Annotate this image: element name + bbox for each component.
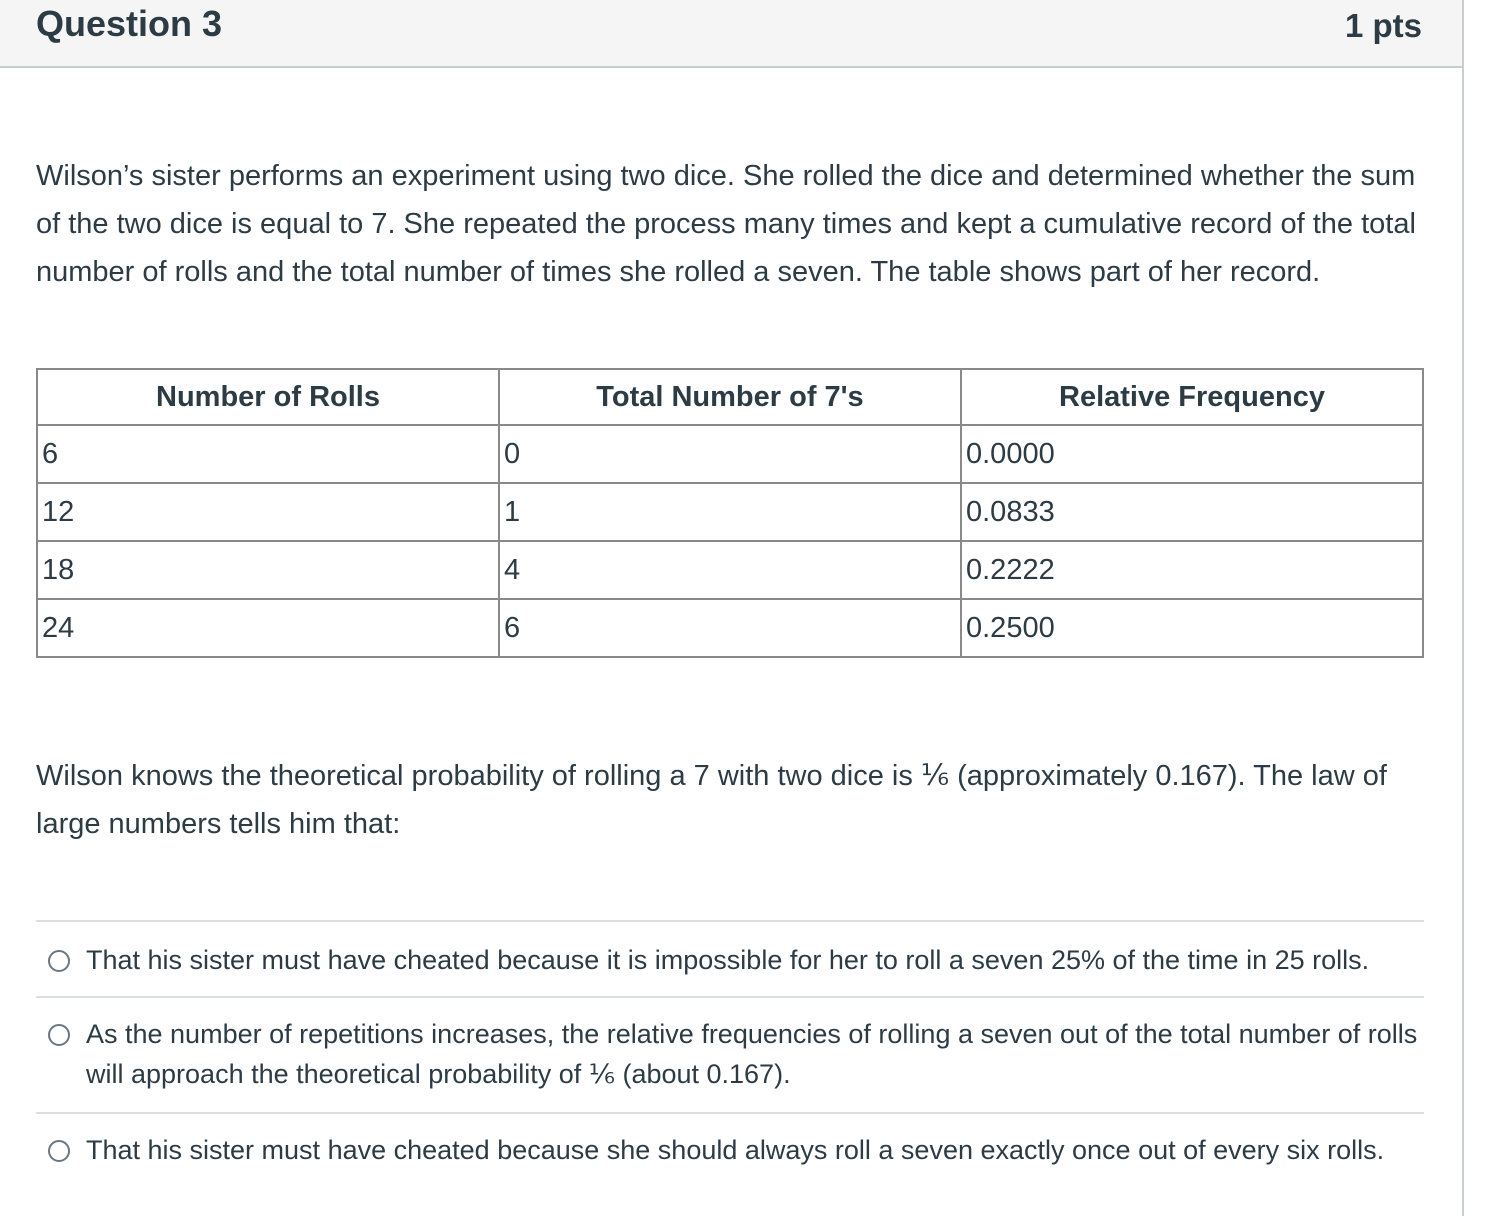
table-header-row (37, 369, 1423, 425)
table-cell: 1 (499, 483, 961, 541)
radio-button[interactable] (48, 1024, 70, 1046)
question-points: 1 pts (1344, 7, 1422, 44)
table-cell: 12 (37, 483, 499, 541)
table-row (37, 425, 1423, 483)
table-cell: 6 (37, 425, 499, 483)
table-cell: 18 (37, 541, 499, 599)
table-header-relative-frequency: Relative Frequency (961, 369, 1423, 425)
answer-label[interactable]: That his sister must have cheated because it is impossible for her to roll a seven 25% of the time in 25 rolls. (86, 945, 1370, 975)
table-row (37, 599, 1423, 657)
table-header-total-sevens: Total Number of 7's (499, 369, 961, 425)
radio-button[interactable] (48, 950, 70, 972)
table-cell: 0.2500 (961, 599, 1423, 657)
table-cell: 0.0000 (961, 425, 1423, 483)
table-cell: 24 (37, 599, 499, 657)
table-cell: 0 (499, 425, 961, 483)
answer-option-3[interactable] (36, 1112, 1424, 1202)
answer-list (36, 920, 1424, 1202)
record-table (36, 368, 1424, 658)
answer-label[interactable]: As the number of repetitions increases, the relative frequencies of rolling a seven out of the total number of rolls will approach the theoretical probability of ⅙ (about 0.167). (86, 1019, 1418, 1089)
prompt-text: Wilson knows the theoretical probability of rolling a 7 with two dice is ⅙ (approximately 0.167). The law of large numbers tells him that: (36, 760, 1387, 840)
question-intro (36, 152, 1424, 296)
question-header (0, 0, 1462, 68)
table-header-number-of-rolls: Number of Rolls (37, 369, 499, 425)
radio-button[interactable] (48, 1140, 70, 1162)
table-cell: 4 (499, 541, 961, 599)
table-cell: 0.2222 (961, 541, 1423, 599)
answer-option-1[interactable] (36, 920, 1424, 996)
table-row (37, 483, 1423, 541)
answer-option-2[interactable] (36, 996, 1424, 1112)
table-row (37, 541, 1423, 599)
table-cell: 0.0833 (961, 483, 1423, 541)
question-prompt (36, 752, 1424, 848)
question-title: Question 3 (36, 3, 223, 44)
answer-label[interactable]: That his sister must have cheated because she should always roll a seven exactly once out of every six rolls. (86, 1135, 1385, 1165)
table-cell: 6 (499, 599, 961, 657)
intro-text: Wilson’s sister performs an experiment using two dice. She rolled the dice and determined whether the sum of the two dice is equal to 7. She repeated the process many times and kept a cumulative record of the total number of rolls and the total number of times she rolled a seven. The table shows part of her record. (36, 160, 1416, 288)
